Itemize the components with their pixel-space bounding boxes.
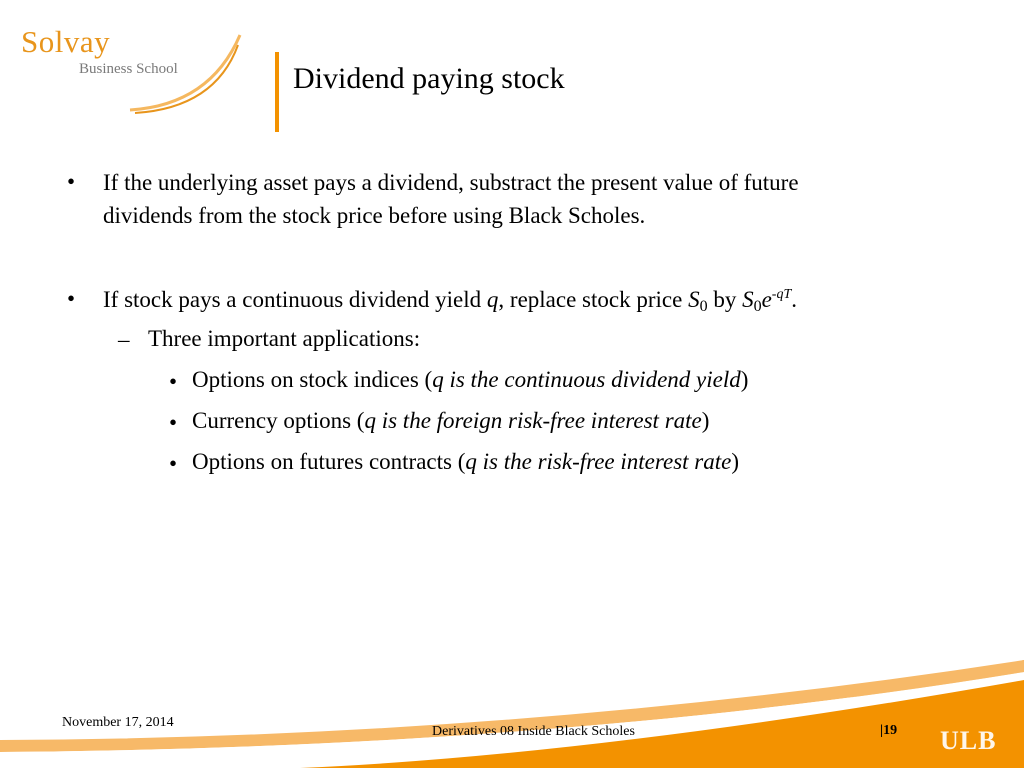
- bullet-2-text: [103, 283, 983, 316]
- bullet-1-line-1: If the underlying asset pays a dividend, substract the present value of future: [103, 170, 799, 195]
- logo-subtitle: Business School: [79, 61, 178, 77]
- var-q: q: [486, 287, 499, 312]
- bullet-2-text-c: by: [707, 287, 743, 312]
- sub-0-b: 0: [753, 298, 762, 315]
- logo-brand: Solvay: [21, 24, 111, 59]
- sub-heading: Three important applications:: [148, 326, 421, 351]
- title-accent-bar: [275, 52, 279, 132]
- bullet-marker: •: [67, 286, 76, 311]
- bullet-marker: •: [67, 169, 76, 194]
- bullet-marker: •: [169, 451, 178, 476]
- solvay-logo: [0, 0, 260, 130]
- sub-0: 0: [699, 298, 708, 315]
- application-close: ): [701, 408, 710, 433]
- footer-wave: [0, 620, 1024, 768]
- application-note: q is the risk-free interest rate: [465, 449, 732, 474]
- bullet-2-text-b: , replace stock price: [498, 287, 689, 312]
- application-note: q is the continuous dividend yield: [432, 367, 741, 392]
- bullet-2-text-d: .: [791, 287, 797, 312]
- var-e: e: [761, 287, 772, 312]
- application-item: [192, 367, 748, 393]
- bullet-marker: •: [169, 369, 178, 394]
- application-text: Options on futures contracts (: [192, 449, 466, 474]
- application-text: Currency options (: [192, 408, 365, 433]
- footer-title: Derivatives 08 Inside Black Scholes: [432, 724, 635, 739]
- footer-date: November 17, 2014: [62, 715, 174, 730]
- application-text: Options on stock indices (: [192, 367, 433, 392]
- exponent: -qT: [771, 287, 792, 302]
- application-item: [192, 408, 709, 434]
- application-item: [192, 449, 739, 475]
- application-close: ): [731, 449, 739, 474]
- bullet-marker: •: [169, 410, 178, 435]
- application-close: ): [740, 367, 749, 392]
- ulb-logo: ULB: [940, 726, 997, 755]
- dash-marker: –: [118, 327, 130, 352]
- bullet-2-text-a: If stock pays a continuous dividend yield: [103, 287, 487, 312]
- var-s-2: S: [742, 287, 754, 312]
- bullet-1-text: [103, 166, 983, 232]
- page-number: |19: [880, 723, 898, 738]
- var-s: S: [688, 287, 700, 312]
- bullet-1-line-2: dividends from the stock price before using Black Scholes.: [103, 203, 646, 228]
- slide-title: Dividend paying stock: [293, 62, 565, 95]
- application-note: q is the foreign risk-free interest rate: [364, 408, 702, 433]
